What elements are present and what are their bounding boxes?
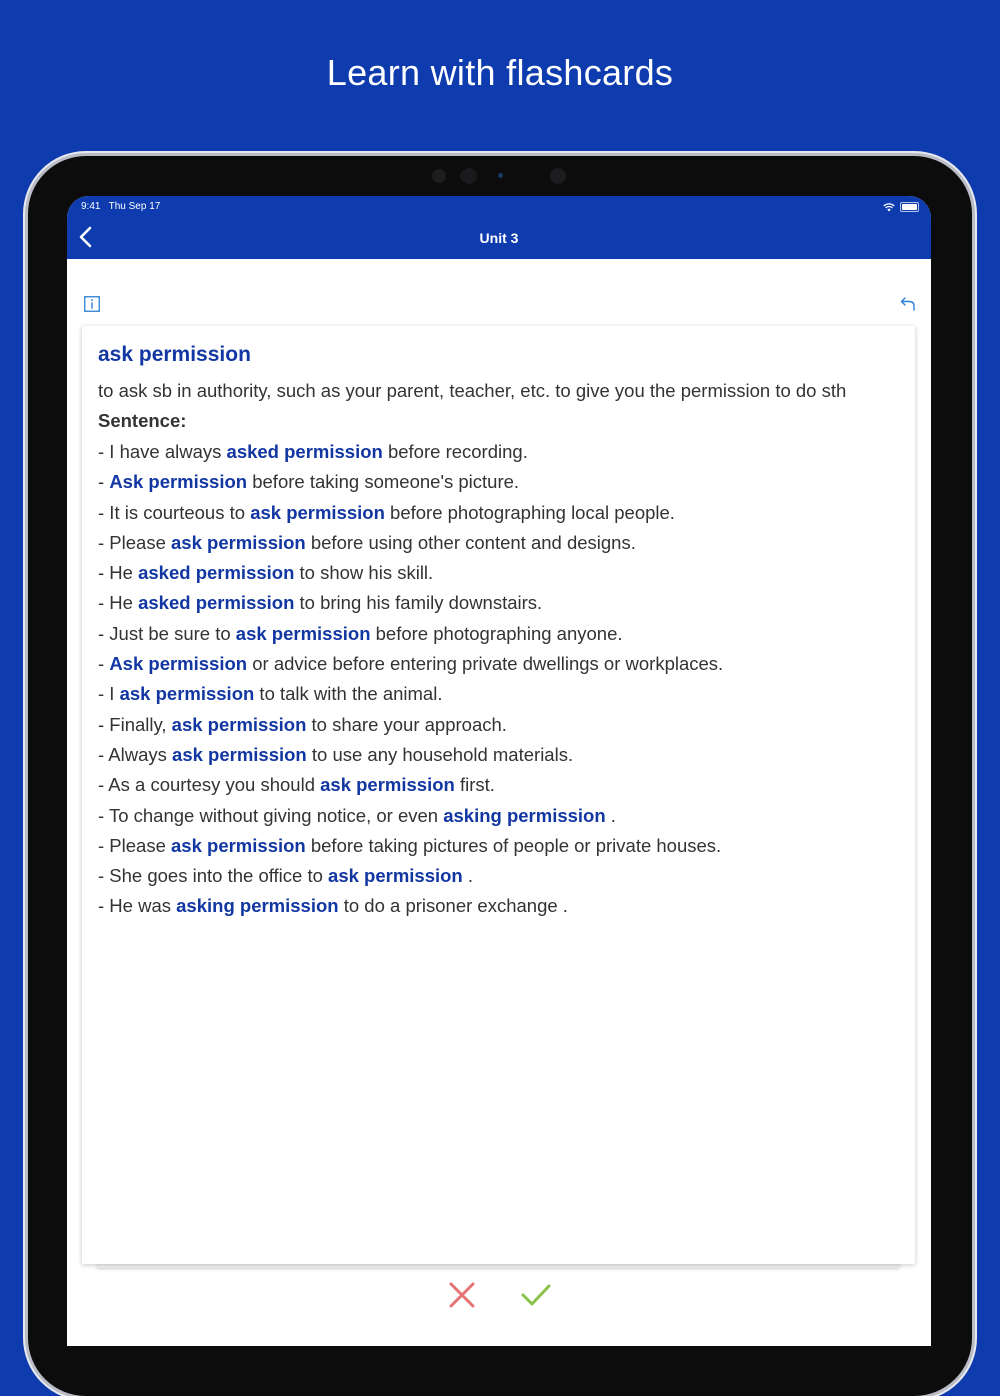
sentence-highlight: Ask permission <box>109 471 248 493</box>
face-id-sensor <box>432 169 446 183</box>
sentence-highlight: asking permission <box>176 895 339 917</box>
sentence-item <box>98 683 723 713</box>
sentence-item <box>98 441 723 471</box>
x-icon <box>451 1284 473 1306</box>
sentence-item <box>98 623 723 653</box>
sentence-item <box>98 502 723 532</box>
sentence-text: . <box>605 804 616 826</box>
front-camera <box>550 168 566 184</box>
sentence-text: - Just be sure to <box>98 622 236 644</box>
sentence-highlight: ask permission <box>235 622 371 644</box>
sentence-text: - He <box>98 592 139 614</box>
sentence-item <box>98 895 723 925</box>
sentence-text: before taking someone's picture. <box>247 471 520 493</box>
sentence-text: - She goes into the office to <box>98 865 329 887</box>
sentence-text: to talk with the animal. <box>254 683 443 705</box>
status-icons <box>883 202 919 212</box>
sentence-text: to share your approach. <box>306 713 507 735</box>
wifi-icon <box>883 203 895 212</box>
sentence-text: - Please <box>98 834 172 856</box>
right-answer-button[interactable] <box>520 1280 552 1310</box>
undo-icon[interactable] <box>899 295 917 313</box>
sentence-text: - <box>98 471 110 493</box>
navigation-bar <box>67 196 931 259</box>
flashcard-term: ask permission <box>98 343 251 366</box>
sentence-text: - It is courteous to <box>98 501 251 523</box>
status-time: 9:41 <box>81 201 101 212</box>
sentence-text: - He <box>98 562 139 584</box>
sentence-highlight: ask permission <box>172 743 307 765</box>
flashcard-definition: to ask sb in authority, such as your parent, teacher, etc. to give you the permission to do sth <box>98 380 847 401</box>
sentence-text: - Always <box>98 743 173 765</box>
sentence-text: - I have always <box>98 441 227 462</box>
sentence-highlight: asking permission <box>443 804 606 826</box>
sentence-text: to use any household materials. <box>306 743 574 765</box>
sentence-item <box>98 865 723 895</box>
sentence-text: - I <box>98 683 120 705</box>
sentence-label: Sentence: <box>98 410 187 431</box>
sentence-highlight: asked permission <box>226 441 383 462</box>
sentence-item <box>98 592 723 622</box>
sentence-text: - <box>98 653 110 675</box>
sentence-highlight: ask permission <box>328 865 463 887</box>
sentence-highlight: ask permission <box>119 683 255 705</box>
flashcard[interactable] <box>82 326 915 1264</box>
sentence-text: - Please <box>98 531 172 553</box>
sentence-text: before photographing anyone. <box>370 622 623 644</box>
sentence-text: before taking pictures of people or private houses. <box>305 834 722 856</box>
sentence-highlight: asked permission <box>138 562 295 584</box>
sentence-highlight: Ask permission <box>109 653 248 675</box>
wrong-answer-button[interactable] <box>447 1280 477 1310</box>
front-camera <box>461 168 477 184</box>
sentence-item <box>98 562 723 592</box>
sentence-item <box>98 835 723 865</box>
sentence-text: - He was <box>98 895 177 917</box>
sentence-item <box>98 744 723 774</box>
sentence-highlight: asked permission <box>138 592 295 614</box>
sentence-text: before using other content and designs. <box>305 531 636 553</box>
sentence-text: - As a courtesy you should <box>98 774 321 796</box>
sentence-text: first. <box>454 774 495 796</box>
sentence-highlight: ask permission <box>171 713 307 735</box>
sentence-highlight: ask permission <box>250 501 385 523</box>
proximity-sensor <box>498 173 503 178</box>
battery-icon <box>900 202 919 212</box>
sentence-highlight: ask permission <box>320 774 455 796</box>
sentence-text: before recording. <box>382 441 528 462</box>
status-bar <box>81 201 160 212</box>
sentence-item <box>98 805 723 835</box>
nav-title: Unit 3 <box>479 230 519 246</box>
sentence-item <box>98 774 723 804</box>
sentence-text: before photographing local people. <box>384 501 675 523</box>
sentence-text: to bring his family downstairs. <box>294 592 543 614</box>
sentence-text: . <box>462 865 474 887</box>
check-icon <box>523 1286 549 1304</box>
sentence-item <box>98 471 723 501</box>
sentence-text: to do a prisoner exchange . <box>338 895 568 917</box>
sentence-item <box>98 532 723 562</box>
sentence-text: - Finally, <box>98 713 172 735</box>
info-icon[interactable] <box>84 296 100 312</box>
sentence-text: - To change without giving notice, or even <box>98 804 444 826</box>
status-date: Thu Sep 17 <box>108 201 161 212</box>
sentence-highlight: ask permission <box>171 531 306 553</box>
app-screen <box>67 196 931 1346</box>
sentence-text: or advice before entering private dwellings or workplaces. <box>247 653 724 675</box>
sentence-highlight: ask permission <box>171 834 306 856</box>
sentence-text: to show his skill. <box>294 562 434 584</box>
sentence-list <box>98 441 723 926</box>
promo-title: Learn with flashcards <box>326 52 674 93</box>
sentence-item <box>98 653 723 683</box>
sentence-item <box>98 714 723 744</box>
